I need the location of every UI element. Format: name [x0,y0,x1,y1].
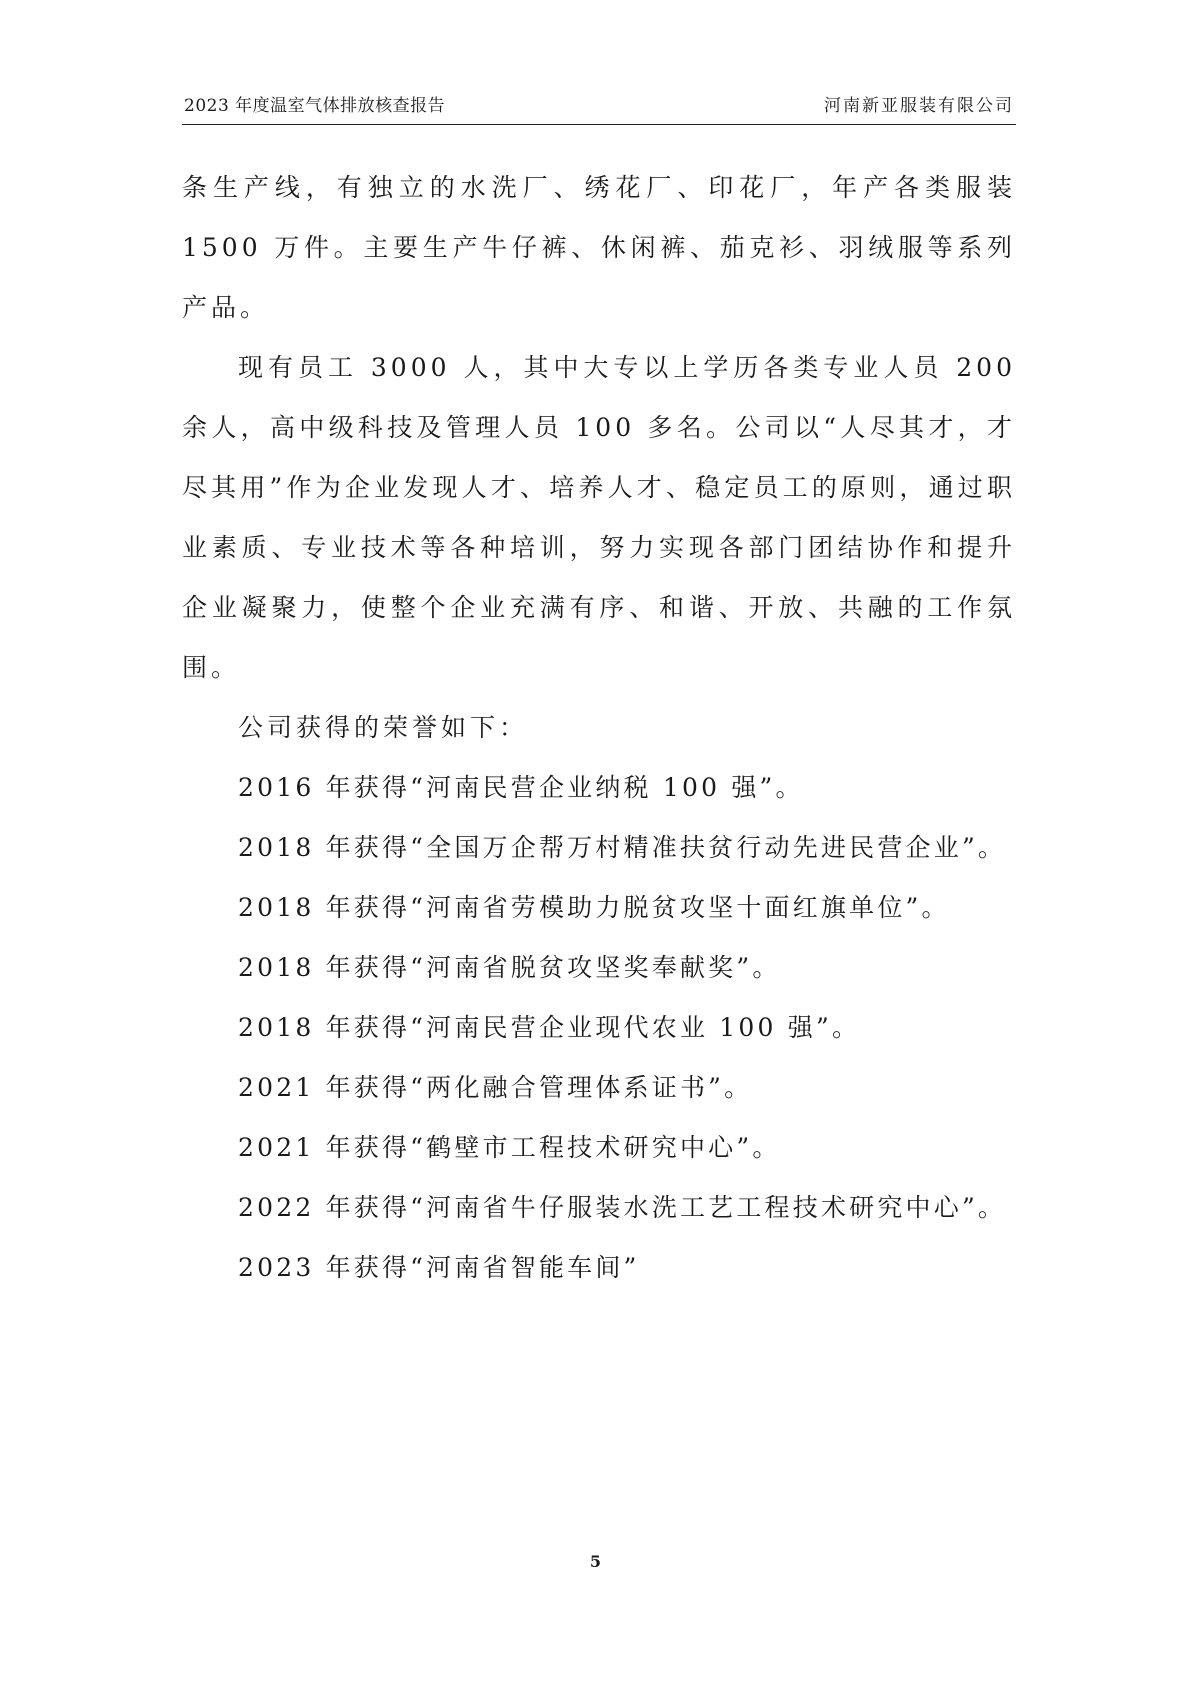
page-number: 5 [589,1552,602,1571]
page-header [182,96,1016,125]
honor-item: 2016 年获得“河南民营企业纳税 100 强”。 [238,773,804,802]
honor-item: 2018 年获得“河南省脱贫攻坚奖奉献奖”。 [238,953,781,982]
honor-item: 2018 年获得“全国万企帮万村精准扶贫行动先进民营企业”。 [238,833,1007,862]
paragraph-production: 条生产线，有独立的水洗厂、绣花厂、印花厂，年产各类服装 1500 万件。主要生产牛仔裤、休闲裤、茄克衫、羽绒服等系列产品。 [182,173,1016,322]
honor-item: 2021 年获得“两化融合管理体系证书”。 [238,1073,753,1102]
document-body [182,158,1016,1298]
honor-item: 2021 年获得“鹤壁市工程技术研究中心”。 [238,1133,781,1162]
honor-item: 2023 年获得“河南省智能车间” [238,1253,640,1282]
honor-item: 2022 年获得“河南省牛仔服装水洗工艺工程技术研究中心”。 [238,1193,1007,1222]
honor-item: 2018 年获得“河南民营企业现代农业 100 强”。 [238,1013,861,1042]
paragraph-honors-intro: 公司获得的荣誉如下： [238,713,529,742]
report-title: 2023 年度温室气体排放核查报告 [184,96,446,116]
company-name: 河南新亚服装有限公司 [824,96,1014,116]
honor-item: 2018 年获得“河南省劳模助力脱贫攻坚十面红旗单位”。 [238,893,950,922]
paragraph-staff: 现有员工 3000 人，其中大专以上学历各类专业人员 200 余人，高中级科技及管理人员 100 多名。公司以“人尽其才，才尽其用”作为企业发现人才、培养人才、稳定员工的原则，通过职业素质、专业技术等各种培训，努力实现各部门团结协作和提升企业凝聚力，使整个企业充满有序、和谐、开放、共融的工作氛围。 [182,353,1016,682]
